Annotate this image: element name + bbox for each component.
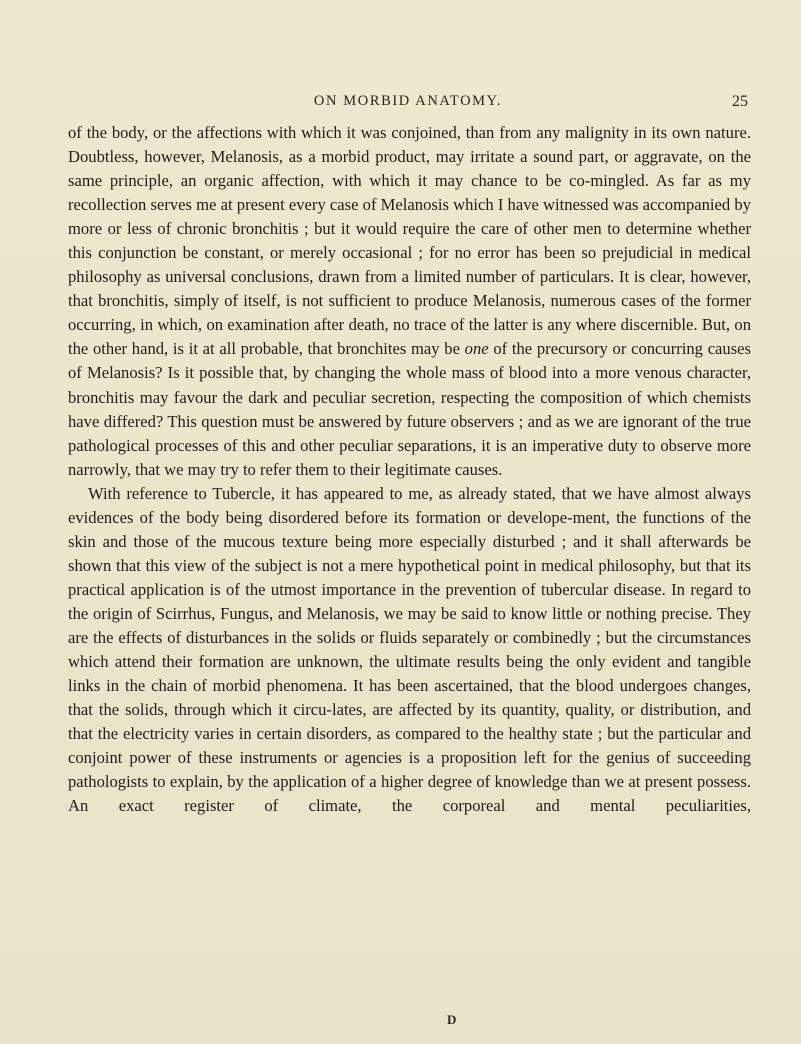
- emphasis-text: one: [464, 339, 489, 359]
- paragraph-text: of the body, or the affections with which it was conjoined, than from any malignity in its own nature. Doubtless, however, Melanosis, as a morbid product, may irritate a sound part, or aggravate, on the same principle, an organic affection, with which it may chance to be co-mingled. As far as my recollection serves me at present every case of Melanosis which I have witnessed was accompanied by more or less of chronic bronchitis ; but it would require the care of other men to determine whether this conjunction be constant, or merely occasional ; for no error has been so prejudicial in medical philosophy as universal conclusions, drawn from a limited number of particulars. It is clear, however, that bronchitis, simply of itself, is not sufficient to produce Melanosis, numerous cases of the former occurring, in which, on examination after death, no trace of the latter is any where discernible. But, on the other hand, is it at all probable, that bronchites may be: [68, 123, 751, 359]
- body-text: [68, 121, 751, 818]
- running-head: ON MORBID ANATOMY.: [313, 93, 503, 109]
- page-header: [68, 93, 748, 113]
- signature-mark: D: [447, 1012, 457, 1027]
- paragraph-melanosis: [68, 121, 751, 482]
- paragraph-text: of the precursory or concurring causes of Melanosis? Is it possible that, by changing the whole mass of blood into a more venous character, bronchitis may favour the dark and peculiar secretion, respecting the composition of which chemists have differed? This question must be answered by future observers ; and as we are ignorant of the true pathological processes of this and other peculiar separations, it is an imperative duty to observe more narrowly, that we may try to refer them to their legitimate causes.: [68, 339, 751, 479]
- paragraph-tubercle: With reference to Tubercle, it has appeared to me, as already stated, that we have almost always evidences of the body being disordered before its formation or develope-ment, the functions of the skin and those of the mucous texture being more especially disturbed ; and it shall afterwards be shown that this view of the subject is not a mere hypothetical point in medical philosophy, but that its practical application is of the utmost importance in the prevention of tubercular disease. In regard to the origin of Scirrhus, Fungus, and Melanosis, we may be said to know little or nothing precise. They are the effects of disturbances in the solids or fluids separately or combinedly ; but the circumstances which attend their formation are unknown, the ultimate results being the only evident and tangible links in the chain of morbid phenomena. It has been ascertained, that the blood undergoes changes, that the solids, through which it circu-lates, are affected by its quantity, quality, or distribution, and that the electricity varies in certain disorders, as compared to the healthy state ; but the particular and conjoint power of these instruments or agencies is a proposition left for the genius of succeeding pathologists to explain, by the application of a higher degree of knowledge than we at present possess. An exact register of climate, the corporeal and mental peculiarities,: [68, 483, 751, 816]
- page-number: 25: [732, 93, 748, 110]
